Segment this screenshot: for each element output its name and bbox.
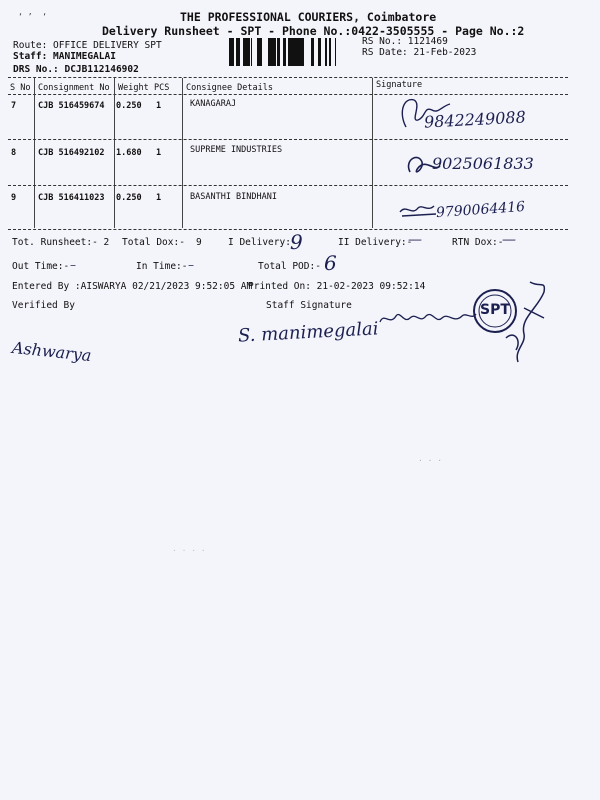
- col-sno-header: S No: [10, 83, 31, 93]
- row-pcs: 1: [156, 148, 162, 158]
- barcode-bar: [296, 38, 297, 66]
- in-time-label: In Time:-: [136, 261, 188, 272]
- row-divider: [8, 185, 568, 186]
- barcode-bar: [297, 38, 300, 66]
- barcode-bar: [259, 38, 260, 66]
- barcode-bar: [229, 38, 231, 66]
- barcode-bar: [245, 38, 248, 66]
- staff-signature-label: Staff Signature: [266, 300, 352, 311]
- drs-number: DRS No.: DCJB112146902: [13, 64, 139, 75]
- i-delivery-label: I Delivery:-: [228, 237, 297, 248]
- col-consignment-header: Consignment No: [38, 83, 110, 93]
- col-line: [34, 78, 35, 228]
- rtn-dox-label: RTN Dox:-: [452, 237, 504, 248]
- stamp-signature: [500, 278, 550, 368]
- col-line: [182, 78, 183, 228]
- row-sno: 7: [11, 101, 17, 111]
- row-consignment: CJB 516459674: [38, 101, 105, 111]
- table-bottom-divider: [8, 229, 568, 230]
- row-consignee: KANAGARAJ: [190, 99, 237, 109]
- row-weight: 0.250: [116, 193, 142, 203]
- barcode-bar: [257, 38, 259, 66]
- barcode-bar: [329, 38, 330, 66]
- route-label: Route: OFFICE DELIVERY SPT: [13, 40, 162, 51]
- out-time-dash: –: [70, 258, 76, 272]
- corner-marks: ‘ ’ ‘: [18, 12, 47, 21]
- rtn-dox-dash: —: [502, 232, 516, 248]
- col-line: [372, 78, 373, 228]
- scan-artifact: · · · ·: [172, 546, 206, 555]
- ii-delivery-dash: —: [408, 232, 422, 248]
- verifier-signature: Ashwarya: [11, 337, 93, 366]
- barcode-bar: [236, 38, 239, 66]
- col-pcs-header: PCS: [154, 83, 170, 93]
- rs-number: RS No.: 1121469: [362, 36, 448, 47]
- out-time-label: Out Time:-: [12, 261, 70, 272]
- header-divider-bottom: [8, 94, 568, 95]
- barcode-bar: [273, 38, 276, 66]
- header-divider-top: [8, 77, 568, 78]
- staff-label: Staff: MANIMEGALAI: [13, 51, 116, 62]
- row-consignee: BASANTHI BINDHANI: [190, 192, 277, 202]
- barcode-bar: [300, 38, 302, 66]
- barcode-bar: [268, 38, 270, 66]
- total-pod-label: Total POD:-: [258, 261, 321, 272]
- barcode-bar: [335, 38, 336, 66]
- total-dox-value: 9: [196, 237, 202, 248]
- total-pod-value: 6: [324, 251, 337, 275]
- barcode-bar: [260, 38, 262, 66]
- row-weight: 1.680: [116, 148, 142, 158]
- barcode-bar: [325, 38, 327, 66]
- row-signature-number: 9842249088: [423, 107, 527, 132]
- row-consignment: CJB 516411023: [38, 193, 105, 203]
- barcode-bar: [293, 38, 296, 66]
- printed-on: Printed On: 21-02-2023 09:52:14: [248, 281, 426, 292]
- barcode-bar: [302, 38, 304, 66]
- company-title: THE PROFESSIONAL COURIERS, Coimbatore: [180, 10, 437, 24]
- barcode-bar: [243, 38, 245, 66]
- barcode-bar: [231, 38, 233, 66]
- row-signature-number: 9025061833: [432, 154, 534, 173]
- tamil-signature: [378, 308, 478, 330]
- barcode-bar: [311, 38, 314, 66]
- barcode-bar: [290, 38, 293, 66]
- delivery-signature: [398, 200, 438, 220]
- row-sno: 8: [11, 148, 17, 158]
- col-signature-header: Signature: [376, 80, 423, 90]
- rs-date: RS Date: 21-Feb-2023: [362, 47, 477, 58]
- barcode-bar: [318, 38, 321, 66]
- in-time-dash: –: [188, 258, 194, 272]
- spt-stamp-text: SPT: [480, 302, 510, 318]
- row-pcs: 1: [156, 101, 162, 111]
- barcode-bar: [283, 38, 286, 66]
- row-divider: [8, 139, 568, 140]
- col-line: [114, 78, 115, 228]
- barcode-bar: [330, 38, 331, 66]
- row-consignment: CJB 516492102: [38, 148, 105, 158]
- entered-by: Entered By :AISWARYA 02/21/2023 9:52:05 AM: [12, 281, 253, 292]
- barcode-bar: [251, 38, 252, 66]
- runsheet-title: Delivery Runsheet - SPT - Phone No.:0422-3505555 - Page No.:2: [102, 24, 525, 38]
- col-weight-header: Weight: [118, 83, 149, 93]
- barcode-bar: [233, 38, 234, 66]
- barcode-bar: [248, 38, 250, 66]
- barcode: [229, 38, 349, 66]
- scan-artifact: · · ·: [418, 456, 443, 465]
- staff-handwritten-signature: S. manimegalai: [237, 318, 379, 347]
- row-consignee: SUPREME INDUSTRIES: [190, 145, 283, 155]
- barcode-bar: [288, 38, 290, 66]
- row-signature-number: 9790064416: [435, 198, 526, 222]
- ii-delivery-label: II Delivery:-: [338, 237, 413, 248]
- barcode-bar: [277, 38, 280, 66]
- total-dox-label: Total Dox:-: [122, 237, 185, 248]
- barcode-bar: [239, 38, 240, 66]
- col-consignee-header: Consignee Details: [186, 83, 273, 93]
- i-delivery-value: 9: [290, 230, 303, 254]
- row-weight: 0.250: [116, 101, 142, 111]
- verified-by-label: Verified By: [12, 300, 75, 311]
- barcode-bar: [270, 38, 273, 66]
- row-sno: 9: [11, 193, 17, 203]
- row-pcs: 1: [156, 193, 162, 203]
- tot-runsheet: Tot. Runsheet:- 2: [12, 237, 110, 248]
